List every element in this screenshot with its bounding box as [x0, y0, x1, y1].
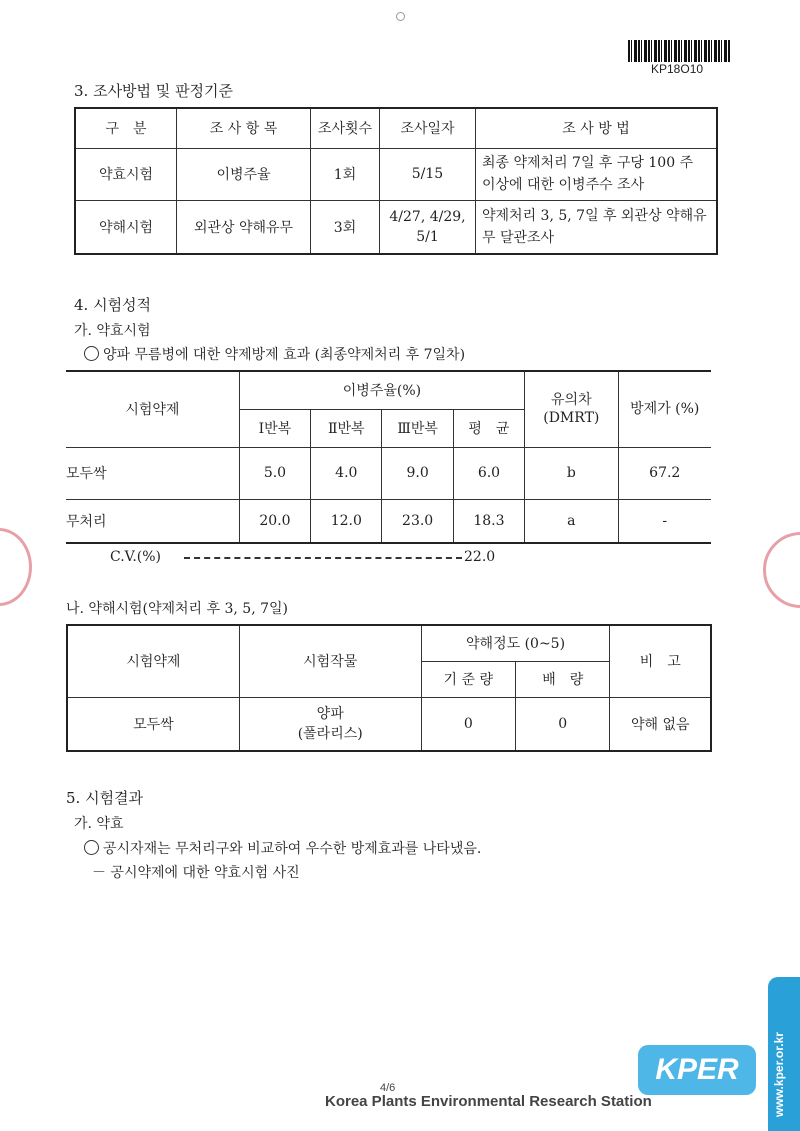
phytotoxicity-table [66, 624, 712, 752]
header-cell: 조 사 항 목 [177, 108, 311, 148]
rep-header: Ⅱ반복 [311, 409, 382, 447]
table-cell: 0 [421, 697, 515, 751]
bullet-5 [84, 838, 481, 858]
barcode [628, 40, 731, 62]
table-cell: 모두싹 [67, 697, 239, 751]
header-cell: 기 준 량 [421, 661, 515, 697]
table-cell: b [525, 447, 618, 499]
punch-hole-icon [396, 12, 405, 21]
header-cell: 조사일자 [380, 108, 476, 148]
method-table [74, 107, 718, 255]
crop-name: 양파 [316, 705, 344, 722]
doc-code: KP18O10 [651, 62, 704, 76]
seal-stamp-right [763, 532, 800, 608]
side-banner [768, 977, 800, 1131]
table-cell: 약제처리 3, 5, 7일 후 외관상 약해유무 달관조사 [476, 200, 718, 254]
header-cell: 조사횟수 [311, 108, 380, 148]
table-cell [239, 697, 421, 751]
section4-sub-b: 나. 약해시험(약제처리 후 3, 5, 7일) [66, 601, 289, 617]
section5-sub-a: 가. 약효 [74, 816, 124, 832]
table-cell: 6.0 [453, 447, 524, 499]
table-cell: 무처리 [66, 499, 239, 543]
table-cell: 67.2 [618, 447, 711, 499]
bullet-a-text: 양파 무름병에 대한 약제방제 효과 (최종약제처리 후 7일차) [103, 347, 466, 363]
rep-header: Ⅰ반복 [239, 409, 310, 447]
table-cell: 23.0 [382, 499, 453, 543]
table-cell: 최종 약제처리 7일 후 구당 100 주 이상에 대한 이병주수 조사 [476, 148, 718, 200]
table-cell: a [525, 499, 618, 543]
crop-variety: (폴라리스) [297, 725, 363, 742]
efficacy-table [66, 370, 711, 544]
side-url: www.kper.or.kr [772, 1032, 786, 1117]
table-cell: - [618, 499, 711, 543]
header-cell: 방제가 (%) [618, 371, 711, 447]
table-cell: 0 [515, 697, 610, 751]
header-cell: 약해정도 (0~5) [421, 625, 610, 661]
header-cell: 시험작물 [239, 625, 421, 697]
seal-stamp-left [0, 528, 32, 606]
table-cell: 외관상 약해유무 [177, 200, 311, 254]
section4-sub-a: 가. 약효시험 [74, 323, 151, 339]
rep-header: Ⅲ반복 [382, 409, 453, 447]
rep-header: 평 균 [453, 409, 524, 447]
table-cell: 20.0 [239, 499, 310, 543]
cv-label: C.V.(%) [110, 549, 162, 565]
header-cell: 시험약제 [67, 625, 239, 697]
circle-bullet-icon [84, 346, 99, 361]
header-cell: 조 사 방 법 [476, 108, 718, 148]
circle-bullet-icon [84, 840, 99, 855]
header-cell: 구 분 [75, 108, 177, 148]
table-cell: 5.0 [239, 447, 310, 499]
table-cell: 모두싹 [66, 447, 239, 499]
table-cell: 약해 없음 [610, 697, 711, 751]
cv-dash-line [184, 557, 462, 559]
table-cell: 약효시험 [75, 148, 177, 200]
page-number: 4/6 [380, 1082, 396, 1094]
section3-title: 3. 조사방법 및 판정기준 [74, 82, 234, 100]
table-cell: 5/15 [380, 148, 476, 200]
kper-logo: KPER [638, 1045, 756, 1095]
section5-title: 5. 시험결과 [66, 789, 144, 807]
header-cell: 이병주율(%) [239, 371, 524, 409]
table-cell: 18.3 [453, 499, 524, 543]
table-cell: 1회 [311, 148, 380, 200]
table-cell: 3회 [311, 200, 380, 254]
dash-item: － 공시약제에 대한 약효시험 사진 [92, 865, 300, 881]
footer-org: Korea Plants Environmental Research Station [325, 1093, 652, 1110]
bullet-a [84, 344, 465, 364]
cv-value: 22.0 [464, 549, 496, 565]
table-cell: 12.0 [311, 499, 382, 543]
header-cell: 비 고 [610, 625, 711, 697]
section4-title: 4. 시험성적 [74, 296, 152, 314]
header-cell: 시험약제 [66, 371, 239, 447]
bullet-5-text: 공시자재는 무처리구와 비교하여 우수한 방제효과를 나타냈음. [103, 841, 482, 857]
header-cell: 유의차 (DMRT) [525, 371, 618, 447]
table-cell: 9.0 [382, 447, 453, 499]
table-cell: 4/27, 4/29, 5/1 [380, 200, 476, 254]
table-cell: 이병주율 [177, 148, 311, 200]
header-cell: 배 량 [515, 661, 610, 697]
table-cell: 약해시험 [75, 200, 177, 254]
table-cell: 4.0 [311, 447, 382, 499]
